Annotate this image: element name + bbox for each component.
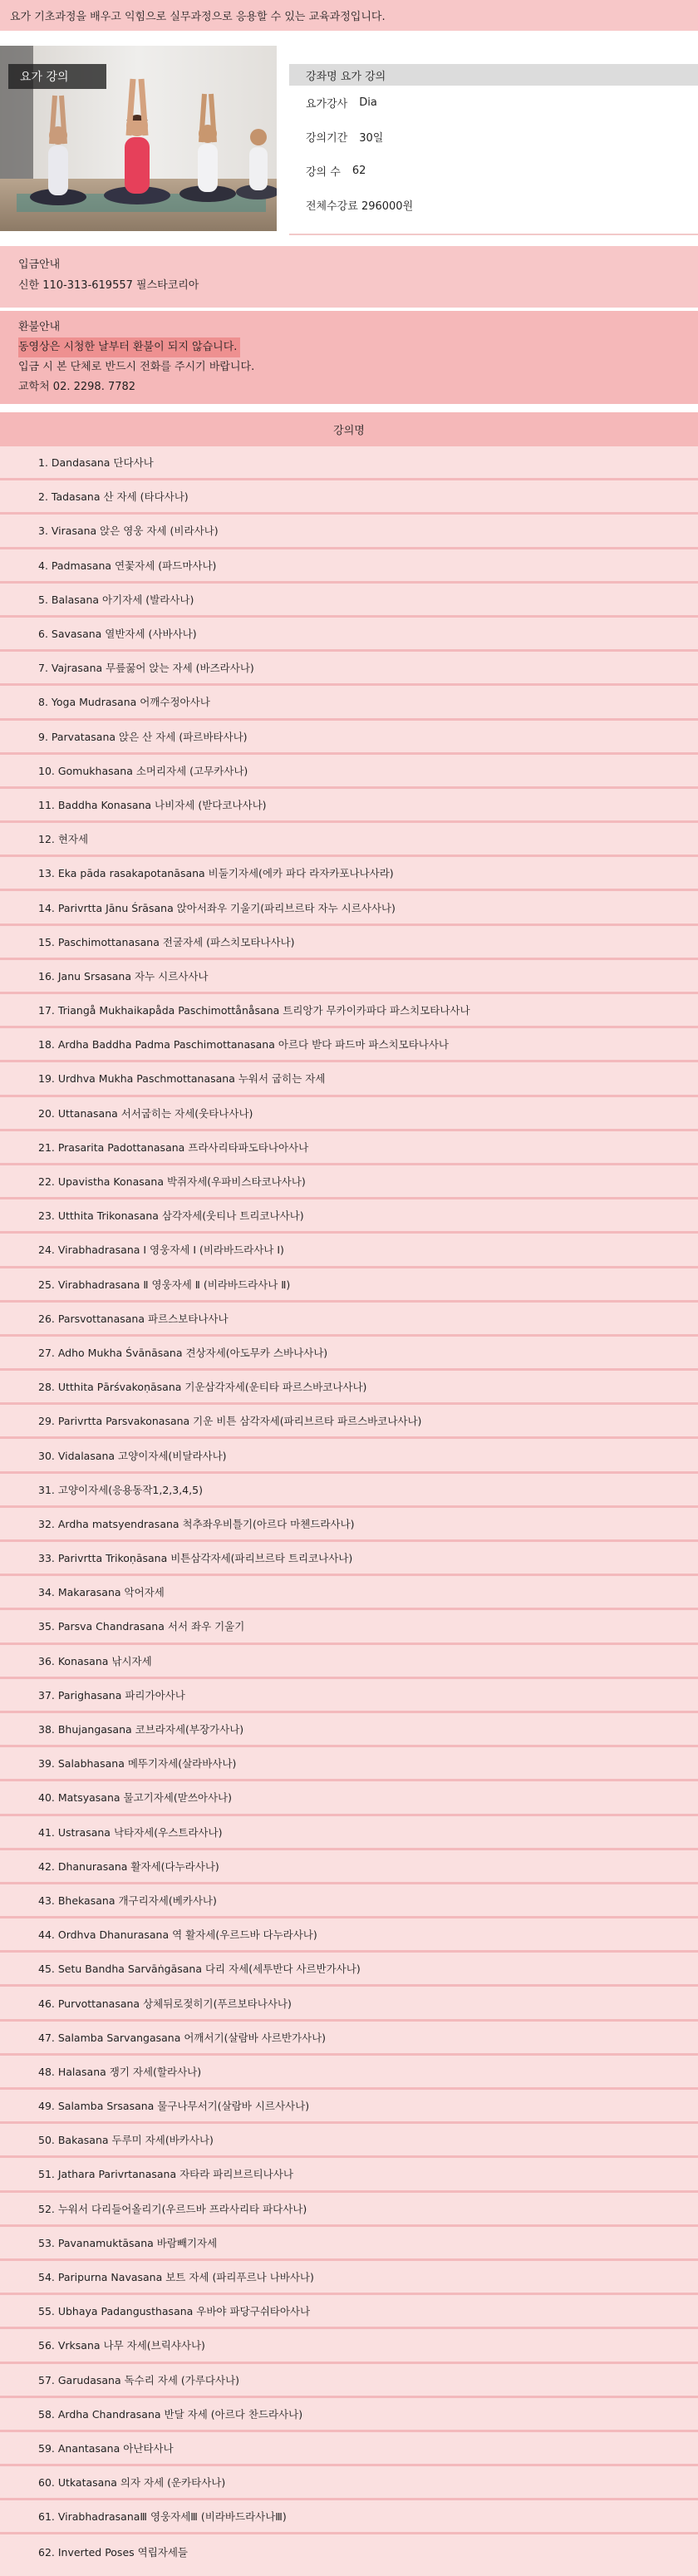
- lecture-list-title: 강의명: [333, 425, 365, 437]
- lecture-title: 8. Yoga Mudrasana 어깨수정아사나: [38, 696, 210, 709]
- lecture-title: 55. Ubhaya Padangusthasana 우바야 파당구쉬타아사나: [38, 2305, 311, 2318]
- count-label: 강의 수: [306, 166, 341, 179]
- lecture-item[interactable]: [0, 755, 698, 789]
- lecture-item[interactable]: [0, 1234, 698, 1268]
- lecture-item[interactable]: [0, 2534, 698, 2569]
- lecture-item[interactable]: [0, 1062, 698, 1096]
- lecture-title: 50. Bakasana 두루미 자세(바카사나): [38, 2134, 214, 2147]
- refund-info: [0, 311, 698, 404]
- lecture-title: 15. Paschimottanasana 전굴자세 (파스치모타나사나): [38, 935, 295, 948]
- lecture-item[interactable]: [0, 1439, 698, 1473]
- lecture-title: 10. Gomukhasana 소머리자세 (고무카사나): [38, 764, 248, 777]
- course-title-row: [289, 64, 698, 86]
- lecture-item[interactable]: [0, 960, 698, 994]
- lecture-title: 29. Parivrtta Parsvakonasana 기운 비튼 삼각자세(파리브르타 파르스바코나사나): [38, 1415, 422, 1428]
- lecture-item[interactable]: [0, 686, 698, 720]
- payment-title: 입금안내: [18, 259, 61, 271]
- lecture-item[interactable]: [0, 1131, 698, 1165]
- lecture-title: 30. Vidalasana 고양이자세(비달라사나): [38, 1449, 227, 1462]
- lecture-item[interactable]: [0, 1542, 698, 1576]
- lecture-title: 46. Purvottanasana 상체뒤로젖히기(푸르보타나사나): [38, 1997, 292, 2010]
- lecture-item[interactable]: [0, 1713, 698, 1747]
- lecture-title: 2. Tadasana 산 자세 (타다사나): [38, 490, 189, 504]
- period-row: [289, 120, 698, 154]
- lecture-item[interactable]: [0, 1028, 698, 1062]
- course-info-panel: [289, 64, 698, 235]
- lecture-item[interactable]: [0, 1508, 698, 1542]
- lecture-item[interactable]: [0, 721, 698, 755]
- course-title-label: 강좌명: [306, 70, 337, 83]
- lecture-title: 40. Matsyasana 물고기자세(맏쓰아사나): [38, 1791, 233, 1805]
- lecture-title: 23. Utthita Trikonasana 삼각자세(웃티나 트리코나사나): [38, 1209, 304, 1223]
- lecture-title: 5. Balasana 아기자세 (발라사나): [38, 593, 194, 606]
- lecture-title: 4. Padmasana 연꽃자세 (파드마사나): [38, 559, 217, 572]
- photo-label: 요가 강의: [8, 64, 106, 89]
- lecture-title: 17. Triangå Mukhaikapåda Paschimottånåsana 트리앙가 무카이카파다 파스치모타나사나: [38, 1004, 470, 1017]
- lecture-title: 13. Eka pāda rasakapotanāsana 비둘기자세(에카 파다 라자카포나나사라): [38, 867, 394, 880]
- lecture-title: 60. Utkatasana 의자 자세 (운카타사나): [38, 2476, 226, 2490]
- lecture-title: 39. Salabhasana 메뚜기자세(살라바사나): [38, 1757, 237, 1771]
- lecture-title: 11. Baddha Konasana 나비자세 (받다코나사나): [38, 798, 267, 811]
- lecture-title: 61. VirabhadrasanaⅢ 영웅자세Ⅲ (비라바드라사나Ⅲ): [38, 2510, 287, 2524]
- lecture-title: 44. Ordhva Dhanurasana 역 활자세(우르드바 다누라사나): [38, 1928, 317, 1942]
- lecture-title: 43. Bhekasana 개구리자세(베카사나): [38, 1894, 217, 1907]
- lecture-item[interactable]: [0, 2295, 698, 2329]
- lecture-item[interactable]: [0, 584, 698, 618]
- lecture-item[interactable]: [0, 1987, 698, 2021]
- lecture-item[interactable]: [0, 1953, 698, 1987]
- lecture-list-header: [0, 412, 698, 446]
- lecture-item[interactable]: [0, 652, 698, 686]
- lecture-title: 53. Pavanamuktāsana 바람빼기자세: [38, 2236, 218, 2249]
- lecture-title: 9. Parvatasana 앉은 산 자세 (파르바타사나): [38, 730, 248, 743]
- lecture-item[interactable]: [0, 446, 698, 480]
- lecture-title: 41. Ustrasana 낙타자세(우스트라사나): [38, 1825, 223, 1839]
- refund-title: 환불안내: [18, 321, 61, 333]
- lecture-title: 58. Ardha Chandrasana 반달 자세 (아르다 찬드라사나): [38, 2407, 303, 2421]
- instructor-label: 요가강사: [306, 98, 348, 111]
- lecture-title: 14. Parivrtta Jānu Śrāsana 앉아서좌우 기울기(파리브르타 자누 시르사사나): [38, 901, 396, 914]
- lecture-item[interactable]: [0, 1610, 698, 1644]
- instructor-row: [289, 86, 698, 120]
- lecture-item[interactable]: [0, 2329, 698, 2363]
- lecture-title: 62. Inverted Poses 역립자세들: [38, 2546, 188, 2559]
- course-section: [0, 46, 698, 231]
- lecture-title: 3. Virasana 앉은 영웅 자세 (비라사나): [38, 525, 219, 538]
- lecture-title: 36. Konasana 낚시자세: [38, 1654, 152, 1667]
- intro-banner: [0, 0, 698, 31]
- lecture-item[interactable]: [0, 2261, 698, 2295]
- payment-account: 신한 110-313-619557 필스타코리아: [18, 279, 199, 292]
- price-value: 296000원: [361, 200, 414, 213]
- lecture-title: 37. Parighasana 파리가아사나: [38, 1688, 185, 1702]
- lecture-item[interactable]: [0, 1097, 698, 1131]
- lecture-item[interactable]: [0, 1165, 698, 1199]
- lecture-item[interactable]: [0, 1268, 698, 1303]
- lecture-item[interactable]: [0, 1679, 698, 1713]
- lecture-item[interactable]: [0, 1645, 698, 1679]
- lecture-title: 59. Anantasana 아난타사나: [38, 2441, 174, 2455]
- lecture-title: 24. Virabhadrasana I 영웅자세 I (비라바드라사나 I): [38, 1244, 284, 1257]
- lecture-title: 28. Utthita Pārśvakoṇāsana 기운삼각자세(운티타 파르스바코나사나): [38, 1381, 367, 1394]
- lecture-title: 49. Salamba Srsasana 물구나무서기(살람바 시르사사나): [38, 2100, 310, 2113]
- lecture-item[interactable]: [0, 2158, 698, 2192]
- lecture-item[interactable]: [0, 549, 698, 584]
- course-photo: [0, 46, 277, 231]
- lecture-item[interactable]: [0, 2022, 698, 2056]
- course-title-value: 요가 강의: [340, 70, 386, 83]
- lecture-item[interactable]: [0, 891, 698, 925]
- refund-notice-highlight: 동영상은 시청한 날부터 환불이 되지 않습니다.: [18, 337, 240, 357]
- lecture-title: 19. Urdhva Mukha Paschmottanasana 누워서 굽히는 자세: [38, 1072, 326, 1086]
- lecture-item[interactable]: [0, 480, 698, 515]
- lecture-item[interactable]: [0, 618, 698, 652]
- lecture-item[interactable]: [0, 1918, 698, 1953]
- lecture-title: 33. Parivrtta Trikoṇāsana 비튼삼각자세(파리브르타 트리코나사나): [38, 1552, 353, 1565]
- lecture-title: 54. Paripurna Navasana 보트 자세 (파리푸르나 나바사나): [38, 2271, 314, 2284]
- lecture-title: 57. Garudasana 독수리 자세 (가루다사나): [38, 2373, 240, 2386]
- instructor-value: Dia: [359, 96, 377, 109]
- lecture-title: 31. 고양이자세(응용동작1,2,3,4,5): [38, 1483, 203, 1496]
- intro-text: 요가 기초과정을 배우고 익힘으로 실무과정으로 응용할 수 있는 교육과정입니다.: [10, 11, 386, 23]
- lecture-item[interactable]: [0, 1371, 698, 1405]
- lecture-title: 26. Parsvottanasana 파르스보타나사나: [38, 1312, 229, 1325]
- lecture-item[interactable]: [0, 1816, 698, 1850]
- lecture-title: 47. Salamba Sarvangasana 어깨서기(살람바 사르반가사나): [38, 2031, 327, 2044]
- lecture-title: 38. Bhujangasana 코브라자세(부장가사나): [38, 1723, 244, 1736]
- lecture-item[interactable]: [0, 2398, 698, 2432]
- lecture-title: 45. Setu Bandha Sarvāṅgāsana 다리 자세(세투반다 사르반가사나): [38, 1963, 361, 1976]
- lecture-title: 42. Dhanurasana 활자세(다누라사나): [38, 1859, 219, 1873]
- lecture-item[interactable]: [0, 789, 698, 823]
- lecture-item[interactable]: [0, 1576, 698, 1610]
- lecture-title: 56. Vrksana 나무 자세(브릭샤사나): [38, 2339, 205, 2352]
- lecture-item[interactable]: [0, 2432, 698, 2466]
- period-value: 30일: [359, 132, 384, 145]
- lecture-item[interactable]: [0, 1747, 698, 1781]
- lecture-title: 20. Uttanasana 서서굽히는 자세(웃타나사나): [38, 1106, 253, 1120]
- lecture-list: [0, 446, 698, 2576]
- period-label: 강의기간: [306, 132, 348, 145]
- lecture-item[interactable]: [0, 1781, 698, 1815]
- lecture-item[interactable]: [0, 2090, 698, 2124]
- lecture-item[interactable]: [0, 515, 698, 549]
- lecture-item[interactable]: [0, 2227, 698, 2261]
- lecture-title: 6. Savasana 열반자세 (사바사나): [38, 628, 197, 641]
- price-row: [289, 188, 698, 222]
- lecture-title: 1. Dandasana 단다사나: [38, 456, 154, 470]
- lecture-title: 51. Jathara Parivrtanasana 자타라 파리브르티나사나: [38, 2168, 293, 2181]
- lecture-item[interactable]: [0, 2466, 698, 2500]
- lecture-title: 52. 누워서 다리들어올리기(우르드바 프라사리타 파다사나): [38, 2202, 307, 2215]
- lecture-title: 7. Vajrasana 무릎꿇어 앉는 자세 (바즈라사나): [38, 662, 254, 675]
- lecture-title: 34. Makarasana 악어자세: [38, 1586, 165, 1599]
- count-row: [289, 154, 698, 188]
- lecture-title: 48. Halasana 쟁기 자세(할라사나): [38, 2065, 202, 2078]
- lecture-item[interactable]: [0, 2056, 698, 2090]
- lecture-item[interactable]: [0, 926, 698, 960]
- lecture-item[interactable]: [0, 857, 698, 891]
- lecture-item[interactable]: [0, 1199, 698, 1234]
- refund-contact: 교학처 02. 2298. 7782: [18, 381, 136, 393]
- lecture-item[interactable]: [0, 1337, 698, 1371]
- price-label: 전체수강료: [306, 200, 358, 213]
- lecture-title: 22. Upavistha Konasana 박쥐자세(우파비스타코나사나): [38, 1175, 306, 1189]
- lecture-item[interactable]: [0, 1850, 698, 1884]
- lecture-item[interactable]: [0, 2500, 698, 2534]
- lecture-item[interactable]: [0, 1884, 698, 1918]
- lecture-item[interactable]: [0, 2124, 698, 2158]
- lecture-title: 18. Ardha Baddha Padma Paschimottanasana 아르다 받다 파드마 파스치모타나사나: [38, 1038, 449, 1052]
- lecture-title: 27. Adho Mukha Śvānāsana 견상자세(아도무카 스바나사나): [38, 1346, 328, 1359]
- lecture-item[interactable]: [0, 823, 698, 857]
- payment-info: [0, 246, 698, 308]
- lecture-title: 16. Janu Srsasana 자누 시르사사나: [38, 969, 209, 983]
- lecture-item[interactable]: [0, 994, 698, 1028]
- count-value: 62: [351, 165, 366, 177]
- lecture-item[interactable]: [0, 2364, 698, 2398]
- lecture-title: 25. Virabhadrasana Ⅱ 영웅자세 Ⅱ (비라바드라사나 Ⅱ): [38, 1278, 291, 1291]
- refund-line-2: 입금 시 본 단체로 반드시 전화를 주시기 바랍니다.: [18, 361, 255, 373]
- lecture-title: 21. Prasarita Padottanasana 프라사리타파도타나아사나: [38, 1140, 309, 1154]
- lecture-item[interactable]: [0, 1303, 698, 1337]
- lecture-item[interactable]: [0, 1474, 698, 1508]
- lecture-title: 32. Ardha matsyendrasana 척추좌우비틀기(아르다 마첸드라사나): [38, 1517, 355, 1530]
- lecture-item[interactable]: [0, 2193, 698, 2227]
- lecture-title: 12. 현자세: [38, 833, 89, 846]
- lecture-title: 35. Parsva Chandrasana 서서 좌우 기울기: [38, 1620, 245, 1633]
- lecture-item[interactable]: [0, 1405, 698, 1439]
